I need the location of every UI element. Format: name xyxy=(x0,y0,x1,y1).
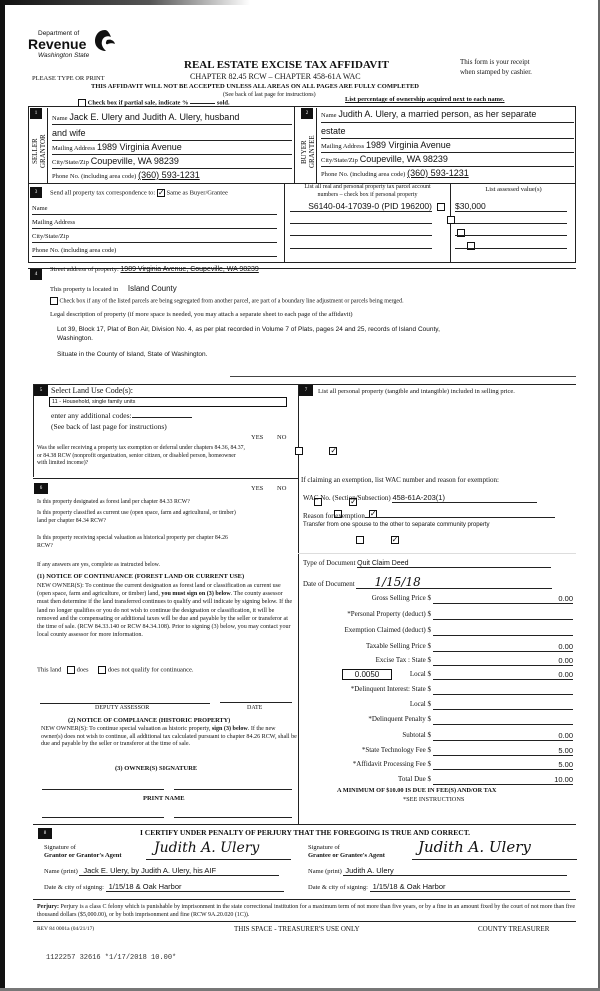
owner-signature-line-1[interactable] xyxy=(42,789,164,790)
owner-signature-line-2[interactable] xyxy=(174,789,292,790)
amount-row xyxy=(300,746,578,759)
minimum-note: A MINIMUM OF $10.00 IS DUE IN FEE(S) AND/OR TAX xyxy=(337,787,497,794)
no-header-6: NO xyxy=(277,485,287,492)
notice-continuance-title: (1) NOTICE OF CONTINUANCE (FOREST LAND OR CURRENT USE) xyxy=(37,573,245,580)
this-land-label: This land xyxy=(37,666,62,674)
buyer-city-label: City/State/Zip xyxy=(321,157,358,164)
wac-row[interactable] xyxy=(303,493,573,503)
seller-mailing-label: Mailing Address xyxy=(52,145,96,152)
corr-city-label: City/State/Zip xyxy=(32,233,69,240)
dor-logo xyxy=(28,28,118,64)
grantor-name-row[interactable] xyxy=(44,866,279,876)
parcel-row-4[interactable] xyxy=(290,239,432,249)
notice2-a: NEW OWNER(S): To continue special valuation as historic property, xyxy=(41,726,211,732)
perjury-notice xyxy=(37,903,577,919)
grantee-name-value: Judith A. Ulery xyxy=(343,866,567,876)
does-qualify-checkbox[interactable] xyxy=(67,666,75,674)
same-as-buyer-label: Same as Buyer/Grantee xyxy=(166,189,228,197)
logo-line1: Department of xyxy=(38,30,80,37)
does-not-qualify-checkbox[interactable] xyxy=(98,666,106,674)
grantee-name-row[interactable] xyxy=(308,866,567,876)
notice-compliance-body xyxy=(41,726,297,749)
form-title: REAL ESTATE EXCISE TAX AFFIDAVIT xyxy=(184,59,389,71)
seller-city-label: City/State/Zip xyxy=(52,159,89,166)
owner-signature-title: (3) OWNER(S) SIGNATURE xyxy=(115,765,198,772)
legal-line-3: Situate in the County of Island, State of Washington. xyxy=(57,351,208,358)
corr-phone-label: Phone No. (including area code) xyxy=(32,247,117,254)
delinquent-interest-state-label: *Delinquent Interest: State $ xyxy=(350,685,431,693)
amount-row xyxy=(300,685,578,698)
corr-phone-field[interactable] xyxy=(32,247,277,257)
seller-phone-field[interactable] xyxy=(52,170,292,183)
buyer-name-line2[interactable]: estate xyxy=(321,126,574,139)
personal-property-label: List all personal property (tangible and intangible) included in selling price. xyxy=(318,388,515,395)
gross-selling-label: Gross Selling Price $ xyxy=(371,594,431,602)
exemption-claimed-label: Exemption Claimed (deduct) $ xyxy=(344,626,431,634)
total-due-value[interactable]: 10.00 xyxy=(433,775,573,785)
subtotal-value[interactable]: 0.00 xyxy=(433,731,573,741)
historic-no[interactable] xyxy=(391,536,399,544)
section-2-badge: 2 xyxy=(301,108,313,119)
perjury-bold: Perjury: xyxy=(37,904,59,910)
segregated-label: Check box if any of the listed parcels are being segregated from another parcel, are part of a boundary line adjustment or parcels being merged. xyxy=(59,298,404,305)
corr-city-field[interactable] xyxy=(32,233,277,243)
section-1-badge: 1 xyxy=(30,108,42,119)
county-row xyxy=(50,284,177,293)
assessed-row-4[interactable] xyxy=(455,239,567,249)
qualify-label: qualify for continuance. xyxy=(131,666,194,674)
seller-exemption-no[interactable] xyxy=(329,447,337,455)
delinquent-penalty-value[interactable] xyxy=(433,715,573,725)
buyer-mailing-field[interactable] xyxy=(321,140,574,153)
notice2-bold: sign (3) below xyxy=(211,726,248,732)
grantee-date-value: 1/15/18 & Oak Harbor xyxy=(370,882,570,892)
seller-city-field[interactable] xyxy=(52,156,292,169)
corr-mailing-field[interactable] xyxy=(32,219,277,229)
wac-label: WAC No. (Section/Subsection) xyxy=(303,494,391,502)
buyer-phone-field[interactable] xyxy=(321,168,574,181)
located-label: This property is located in xyxy=(50,286,119,293)
see-instructions: *SEE INSTRUCTIONS xyxy=(403,796,465,803)
correspondence-row xyxy=(50,189,228,197)
grantor-date-row[interactable] xyxy=(44,882,284,892)
segregated-checkbox[interactable] xyxy=(50,297,58,305)
seller-phone-label: Phone No. (including area code) xyxy=(52,173,137,180)
notice2-b: . If the new owner(s) does not wish to continue, all additional tax calculated pursuant to chapter 84.26 RCW, shall be due and payable by the seller or transferor at the time of sale. xyxy=(41,726,297,747)
subtotal-label: Subtotal $ xyxy=(402,731,431,739)
notice1-b: . The county assessor must then determine if the land transferred continues to qualify and will indicate by signing below. If the land no longer qualifies or you do not wish to continue the designation or classification, it will be removed and the compensating or additional taxes will be due and payable by the seller or transferor at the time of sale. (RCW 84.33.140 or RCW 84.34.108). Prior to signing (3) below, you may contact your local county assessor for more information. xyxy=(37,591,293,639)
perjury-text: Perjury is a class C felony which is punishable by imprisonment in the state correctional institution for a maximum term of not more than five years, or by a fine in an amount fixed by the court of not more than five thousand dollars ($5,000.00), or by both imprisonment and fine (RCW 9A.20.020 (1C)). xyxy=(37,904,576,918)
receipt-note-1: This form is your receipt xyxy=(460,58,530,66)
grantee-name-label: Name (print) xyxy=(308,868,342,875)
section-6-badge: 6 xyxy=(34,483,48,494)
type-or-print: PLEASE TYPE OR PRINT xyxy=(32,75,105,82)
seller-name-field[interactable] xyxy=(52,112,292,125)
no-header-5: NO xyxy=(277,434,287,441)
perjury-bottom-rule xyxy=(33,921,576,922)
buyer-name-value: Judith A. Ulery, a married person, as her separate xyxy=(338,109,537,119)
same-as-buyer-checkbox[interactable] xyxy=(157,189,165,197)
forest-land-question: Is this property designated as forest land per chapter 84.33 RCW? xyxy=(37,499,190,505)
delinquent-interest-local-label: Local $ xyxy=(409,700,431,708)
assessed-row-3[interactable] xyxy=(455,226,567,236)
treasurer-space-label: THIS SPACE - TREASURER'S USE ONLY xyxy=(234,925,360,933)
amount-row xyxy=(300,715,578,728)
grantee-signature[interactable]: Judith A. Ulery xyxy=(412,838,577,860)
document-type-row[interactable] xyxy=(303,559,551,568)
excise-state-label: Excise Tax : State $ xyxy=(375,656,431,664)
taxable-selling-value[interactable]: 0.00 xyxy=(433,642,573,652)
grantor-signature[interactable]: Judith A. Ulery xyxy=(146,840,291,860)
delinquent-interest-local-value[interactable] xyxy=(433,700,573,710)
amount-row xyxy=(300,760,578,773)
county-value: Island County xyxy=(127,284,177,293)
corr-name-field[interactable] xyxy=(32,205,277,215)
amount-row xyxy=(300,731,578,744)
corr-name-label: Name xyxy=(32,205,48,212)
seller-exemption-yes[interactable] xyxy=(295,447,303,455)
current-use-question: Is this property classified as current use (open space, farm and agricultural, or timber) land per chapter 84.34 RCW? xyxy=(37,510,236,524)
buyer-city-value: Coupeville, WA 98239 xyxy=(359,154,448,164)
section-7-badge: 7 xyxy=(299,385,313,396)
parcels-header-2: numbers – check box if personal property xyxy=(317,191,418,198)
assessed-row-1[interactable]: $30,000 xyxy=(455,201,567,212)
parcels-header-1: List all real and personal property tax parcel account xyxy=(304,184,431,190)
buyer-city-field[interactable] xyxy=(321,154,574,167)
local-rate-box[interactable]: 0.0050 xyxy=(342,669,392,680)
street-address-row[interactable] xyxy=(50,266,570,277)
doc-date-label: Date of Document xyxy=(303,580,355,588)
section4-bottom-rule xyxy=(230,376,576,377)
historic-question: Is this property receiving special valuation as historical property per chapter 84.26 RCW? xyxy=(37,535,228,549)
segregated-row xyxy=(50,297,404,305)
deputy-assessor-line[interactable] xyxy=(40,703,210,704)
county-treasurer-label: COUNTY TREASURER xyxy=(478,925,550,933)
legal-description xyxy=(57,325,497,359)
acceptance-warning: THIS AFFIDAVIT WILL NOT BE ACCEPTED UNLESS ALL AREAS ON ALL PAGES ARE FULLY COMPLETED xyxy=(91,83,419,90)
street-value: 1989 Virginia Avenue, Coupeville, WA 98239 xyxy=(120,266,259,273)
section-4-badge: 4 xyxy=(30,269,42,280)
legal-line-1: Lot 39, Block 17, Plat of Bon Air, Division No. 4, as per plat recorded in Volume 7 of Plats, pages 24 and 25, records of Island County, xyxy=(57,326,440,333)
logo-line2: Revenue xyxy=(28,36,87,52)
delinquent-interest-state-value[interactable] xyxy=(433,685,573,695)
seller-side-label: SELLER GRANTOR xyxy=(31,134,47,168)
excise-local-value[interactable]: 0.00 xyxy=(433,670,573,680)
assessor-date-label: DATE xyxy=(247,705,263,711)
land-use-select[interactable]: 11 - Household, single family units xyxy=(49,397,287,407)
does-not-label: does not xyxy=(107,666,130,674)
doc-section-rule xyxy=(298,553,576,554)
land-use-see-back: (See back of last page for instructions) xyxy=(51,422,167,431)
assessed-row-2[interactable] xyxy=(455,214,567,224)
exemption-reason-value: Transfer from one spouse to the other to separate community property xyxy=(303,522,490,528)
scan-edge-left xyxy=(0,0,5,991)
form-number: REV 84 0001a (04/21/17) xyxy=(37,926,95,932)
total-due-label: Total Due $ xyxy=(398,775,431,783)
personal-property-checkbox-2[interactable] xyxy=(447,216,455,224)
print-name-line-1[interactable] xyxy=(42,817,164,818)
grantor-date-label: Date & city of signing: xyxy=(44,884,104,891)
assessed-header: List assessed value(s) xyxy=(485,186,542,193)
buyer-phone-value: (360) 593-1231 xyxy=(407,168,469,178)
seller-name-line2[interactable]: and wife xyxy=(52,128,292,141)
correspondence-label: Send all property tax correspondence to: xyxy=(50,189,156,197)
amount-row xyxy=(300,594,578,607)
yes-header-6: YES xyxy=(251,485,264,492)
exemption-header: If claiming an exemption, list WAC number and reason for exemption: xyxy=(301,476,499,484)
parcel-row-1[interactable]: S6140-04-17039-0 (PID 196200) xyxy=(290,201,432,212)
wac-value: 458-61A-203(1) xyxy=(392,493,537,503)
seller-city-value: Coupeville, WA 98239 xyxy=(90,156,179,166)
grantee-signature-label xyxy=(308,844,385,860)
ownership-note: List percentage of ownership acquired next to each name. xyxy=(345,96,505,103)
section8-top-rule xyxy=(33,824,576,825)
print-name-line-2[interactable] xyxy=(174,817,292,818)
personal-property-checkbox-1[interactable] xyxy=(437,203,445,211)
receipt-note-2: when stamped by cashier. xyxy=(460,68,532,76)
buyer-mailing-value: 1989 Virginia Avenue xyxy=(366,140,451,150)
additional-codes-label: enter any additional codes: xyxy=(51,411,132,420)
seller-mailing-value: 1989 Virginia Avenue xyxy=(97,142,182,152)
grantee-date-label: Date & city of signing: xyxy=(308,884,368,891)
amount-row xyxy=(300,700,578,713)
legal-line-2: Washington. xyxy=(57,335,93,342)
notice1-a: NEW OWNER(S): To continue the current designation as forest land or classification as current use (open space, farm and agriculture, or timber) land, xyxy=(37,583,281,598)
historic-yes[interactable] xyxy=(356,536,364,544)
perjury-top-rule xyxy=(33,899,576,900)
tech-fee-label: *State Technology Fee $ xyxy=(361,746,431,754)
notice-continuance-body xyxy=(37,582,293,639)
land-use-label: Select Land Use Code(s): xyxy=(51,386,133,395)
seller-name-label: Name xyxy=(52,115,68,122)
assessor-date-line[interactable] xyxy=(220,702,292,703)
amount-row xyxy=(300,656,578,669)
doc-type-value: Quit Claim Deed xyxy=(357,560,551,568)
grantor-sig-label-2: Grantor or Grantor's Agent xyxy=(44,852,122,859)
additional-codes-row[interactable] xyxy=(51,411,192,420)
does-label: does xyxy=(76,666,89,674)
legal-description-label: Legal description of property (if more space is needed, you may attach a separate sheet to each page of the affidavit) xyxy=(50,311,353,318)
deputy-assessor-label: DEPUTY ASSESSOR xyxy=(95,705,150,711)
parties-divider xyxy=(294,106,295,183)
parcels-header xyxy=(285,184,450,199)
amount-row xyxy=(300,610,578,623)
partial-sale-suffix: sold. xyxy=(216,99,230,107)
gross-selling-value[interactable]: 0.00 xyxy=(433,594,573,604)
grantee-date-row[interactable] xyxy=(308,882,570,892)
seller-mailing-field[interactable] xyxy=(52,142,292,155)
exemption-reason-label: Reason for exemption xyxy=(303,512,365,520)
excise-state-value[interactable]: 0.00 xyxy=(433,656,573,666)
buyer-side-label: BUYER GRANTEE xyxy=(300,135,316,169)
section6-top-rule xyxy=(33,478,298,479)
seller-exemption-question: Was the seller receiving a property tax exemption or deferral under chapters 84.36, 84.37, or 84.38 RCW (nonprofit organization, senior citizen, or disabled person, homeowner with limited income)? xyxy=(37,445,245,466)
grantor-name-label: Name (print) xyxy=(44,868,78,875)
grantor-signature-label xyxy=(44,844,122,860)
amount-row xyxy=(300,642,578,655)
buyer-name-field[interactable] xyxy=(321,109,574,123)
street-label: Street address of property: xyxy=(50,266,119,273)
cashier-stamp: 1122257 32616 *1/17/2018 10.00* xyxy=(46,954,177,962)
form-chapter: CHAPTER 82.45 RCW – CHAPTER 458-61A WAC xyxy=(190,72,361,81)
section-3-badge: 3 xyxy=(30,187,42,198)
processing-fee-value[interactable]: 5.00 xyxy=(433,760,573,770)
section-8-badge: 8 xyxy=(38,828,52,839)
grantee-sig-label-2: Grantee or Grantee's Agent xyxy=(308,852,385,859)
taxable-selling-label: Taxable Selling Price $ xyxy=(365,642,431,650)
delinquent-penalty-label: *Delinquent Penalty $ xyxy=(368,715,431,723)
excise-local-label: Local $ xyxy=(409,670,431,678)
grantee-sig-label-1: Signature of xyxy=(308,844,340,851)
grantor-name-value: Jack E. Ulery, by Judith A. Ulery, his AIF xyxy=(79,866,279,876)
personal-property-deduct-label: *Personal Property (deduct) $ xyxy=(347,610,431,618)
notice1-bold: you must sign on (3) below xyxy=(161,591,231,598)
print-name-label: PRINT NAME xyxy=(143,795,185,802)
amount-row xyxy=(300,626,578,639)
if-yes-note: If any answers are yes, complete as instructed below. xyxy=(37,562,160,568)
buyer-mailing-label: Mailing Address xyxy=(321,143,365,150)
tech-fee-value[interactable]: 5.00 xyxy=(433,746,573,756)
doc-type-label: Type of Document xyxy=(303,559,356,567)
continuance-row xyxy=(37,666,194,674)
doc-date-value: 1/15/18 xyxy=(356,576,552,589)
seller-name-value: Jack E. Ulery and Judith A. Ulery, husband xyxy=(69,112,240,122)
certify-statement: I CERTIFY UNDER PENALTY OF PERJURY THAT THE FOREGOING IS TRUE AND CORRECT. xyxy=(140,828,471,837)
see-back-note: (See back of last page for instructions) xyxy=(223,92,316,98)
parcel-row-2[interactable] xyxy=(290,214,432,224)
dor-swirl-icon xyxy=(94,28,116,52)
buyer-name-label: Name xyxy=(321,112,337,119)
grantor-sig-label-1: Signature of xyxy=(44,844,76,851)
exemption-reason-row[interactable] xyxy=(303,512,555,520)
processing-fee-label: *Affidavit Processing Fee $ xyxy=(352,760,431,768)
section7-top-rule xyxy=(298,384,576,385)
notice-compliance-title: (2) NOTICE OF COMPLIANCE (HISTORIC PROPERTY) xyxy=(68,717,231,724)
grantor-date-value: 1/15/18 & Oak Harbor xyxy=(106,882,284,892)
partial-sale-label: Check box if partial sale, indicate % xyxy=(87,99,189,107)
amount-row xyxy=(300,670,578,683)
corr-mailing-label: Mailing Address xyxy=(32,219,76,226)
buyer-phone-label: Phone No. (including area code) xyxy=(321,171,406,178)
parcel-row-3[interactable] xyxy=(290,226,432,236)
logo-line3: Washington State xyxy=(38,52,90,59)
scan-edge-top xyxy=(0,0,250,5)
document-date-row[interactable] xyxy=(303,576,552,589)
seller-phone-value: (360) 593-1231 xyxy=(138,170,200,180)
section-5-badge: 5 xyxy=(34,385,48,396)
personal-property-deduct-value[interactable] xyxy=(433,610,573,620)
yes-header-5: YES xyxy=(251,434,264,441)
exemption-claimed-value[interactable] xyxy=(433,626,573,636)
